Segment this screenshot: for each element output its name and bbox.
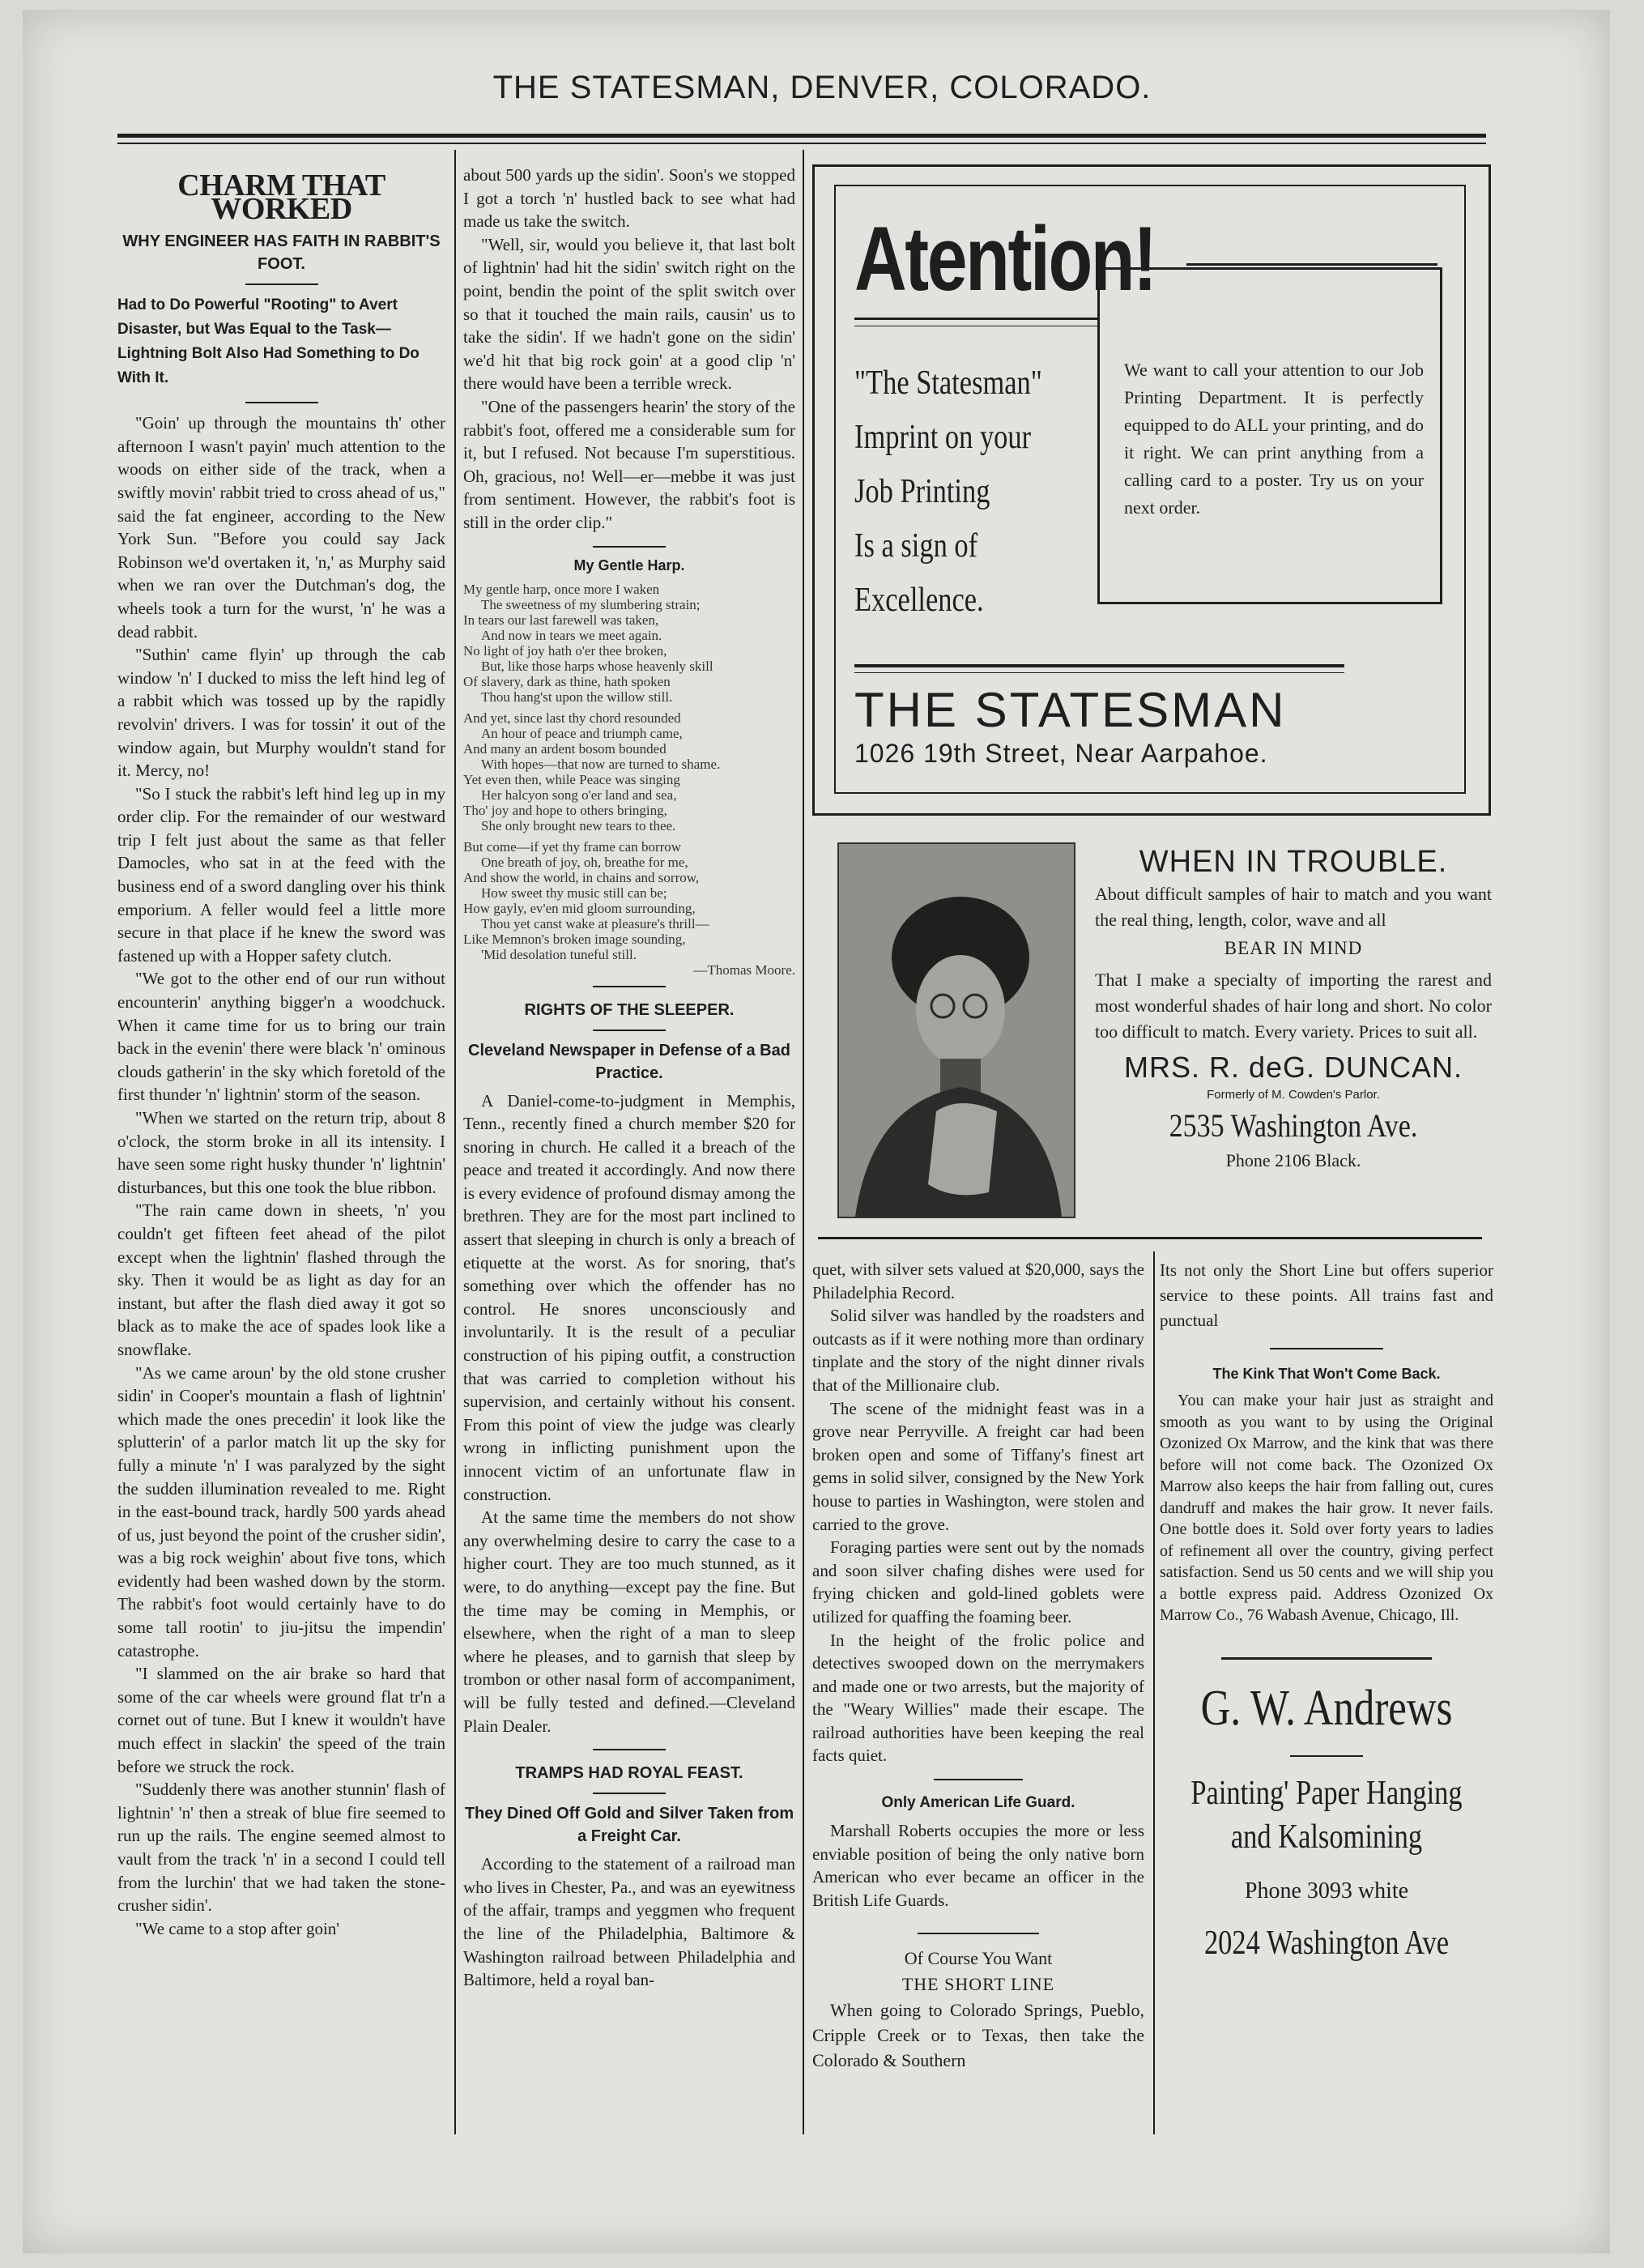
paragraph: "So I stuck the rabbit's left hind leg up in my order clip. For the remainder of our westward trip I felt just about the same as that feller Damocles, who sat in at the feed with the business end of a sword dangling over his think emporium. A feller would feel a little more secure in that place if he knew the sword was fastened up with a Hopper safety clutch. bbox=[117, 783, 445, 966]
paragraph: "Goin' up through the mountains th' other afternoon I wasn't payin' much attention to the woods on either side of the track, when a swiftly movin' rabbit tried to cross ahead of us," said the fat engineer, according to the New York Sun. "Before you could say Jack Robinson we'd overtaken it, 'n,' as Murphy said when we ran over the Dutchman's dog, the wheels took a turn for the wurst, 'n' he was a dead rabbit. bbox=[117, 413, 445, 642]
section-rule bbox=[818, 1237, 1482, 1239]
poem-line: She only brought new tears to thee. bbox=[481, 817, 676, 833]
portrait-figure bbox=[839, 844, 1074, 1217]
guard-body: Marshall Roberts occupies the more or less enviable position of being the only native born American who ever became an officer in the British Life Guards. bbox=[812, 1821, 1144, 1910]
duncan-formerly: Formerly of M. Cowden's Parlor. bbox=[1207, 1088, 1380, 1102]
short-line-text: When going to Colorado Springs, Pueblo, Cripple Creek or to Texas, then take the Colorado & Southern bbox=[812, 2000, 1144, 2071]
column-three bbox=[812, 1258, 1144, 2073]
divider bbox=[918, 1933, 1039, 1934]
divider bbox=[1290, 1755, 1363, 1757]
paragraph: A Daniel-come-to-judgment in Memphis, Tenn., recently fined a church member $20 for snoring in church. He called it a breach of the peace and treated it accordingly. And now there is every evidence of profound dismay among the brethren. They are for the most part inclined to assert that sleeping in church is only a breach of etiquette at the worst. As for snoring, that's something over which the offender has no control. He snores unconsciously and involuntarily. It is the result of a peculiar construction of his piping outfit, a construction that was carried to completion without his supervision, and certainly without his consent. From this point of view the judge was clearly wrong in inflicting punishment upon the innocent victim of an unfortunate flaw in construction. bbox=[463, 1090, 795, 1504]
sleeper-body bbox=[463, 1089, 795, 1738]
kink-body: You can make your hair just as straight and smooth as you want to by using the Original Ozonized Ox Marrow, and the kink that was there before will not come back. The Ozonized Ox Marrow also keeps the hair from falling out, cures dandruff and makes the hair grow. It never fails. One bottle does it. Sold over forty years to ladies of refinement all over the country, giving perfect satisfaction. Send us 50 cents and we will ship you a bottle express paid. Address Ozonized Ox Marrow Co., 76 Wabash Avenue, Chicago, Ill. bbox=[1160, 1392, 1493, 1624]
divider bbox=[593, 1030, 666, 1031]
paragraph: "Well, sir, would you believe it, that last bolt of lightnin' had hit the sidin' switch right on the point, bendin the point of the split switch over so that it touched the main rails, causin' us to take the sidin'. If we hadn't gone on the sidin' we'd hit that big rock goin' at a good clip 'n' there would have been a terrible wreck. bbox=[463, 234, 795, 394]
masthead: THE STATESMAN, DENVER, COLORADO. bbox=[492, 70, 1152, 105]
sleeper-headline: RIGHTS OF THE SLEEPER. bbox=[524, 1000, 735, 1019]
masthead-rule-thin bbox=[117, 143, 1486, 144]
ad-statesman-address: 1026 19th Street, Near Aarpahoe. bbox=[854, 739, 1268, 768]
title-rule bbox=[854, 318, 1097, 320]
paragraph: Foraging parties were sent out by the nomads and soon silver chafing dishes were used for frying chicken and gold-lined goblets were utilized for quaffing the foaming beer. bbox=[812, 1537, 1144, 1626]
article-charm-that-worked bbox=[117, 166, 445, 1940]
andrews-service: Painting' Paper Hanging and Kalsomining bbox=[1190, 1774, 1463, 1856]
column-divider bbox=[1153, 1251, 1155, 2134]
poem-line: Tho' joy and hope to others bringing, bbox=[463, 802, 667, 818]
ad-statesman-name: THE STATESMAN bbox=[854, 683, 1287, 737]
column-divider bbox=[454, 150, 456, 2134]
masthead-rule bbox=[117, 134, 1486, 138]
paragraph: "I slammed on the air brake so hard that some of the car wheels were ground flat tr'n a cornet out of tune. But I knew it wouldn't have much effect in slackin' the speed of the train before we struck the rock. bbox=[117, 1664, 445, 1776]
poem-line: And now in tears we meet again. bbox=[481, 627, 662, 643]
paragraph: "Suthin' came flyin' up through the cab window 'n' I ducked to miss the left hind leg of a rabbit which was tossed up by the rapidly revolvin' drivers. I was for tossin' it out of the window again, but Murphy wouldn't stand for it. Mercy, no! bbox=[117, 645, 445, 781]
poem-line: Yet even then, while Peace was singing bbox=[463, 771, 680, 787]
paragraph: In the height of the frolic police and detectives swooped down on the merrymakers and made one or two arrests, but the majority of the "Weary Willies" made their escape. The railroad authorities have been keeping the real facts quiet. bbox=[812, 1630, 1144, 1766]
portrait-photo bbox=[837, 842, 1075, 1218]
duncan-text1: About difficult samples of hair to match and you want the real thing, length, color, wave and all bbox=[1095, 884, 1492, 930]
poem-line: And yet, since last thy chord resounded bbox=[463, 710, 681, 726]
poem-line: No light of joy hath o'er thee broken, bbox=[463, 642, 667, 659]
divider bbox=[593, 546, 666, 548]
tramps-headline: TRAMPS HAD ROYAL FEAST. bbox=[515, 1764, 743, 1783]
column-divider bbox=[803, 150, 804, 2134]
duncan-ad bbox=[1095, 842, 1492, 1173]
duncan-bear: BEAR IN MIND bbox=[1224, 938, 1363, 958]
paragraph: about 500 yards up the sidin'. Soon's we stopped I got a torch 'n' hustled back to see what had made us take the switch. bbox=[463, 165, 795, 232]
paragraph: "We got to the other end of our run without encounterin' anything bigger'n a woodchuck. When it came time for us to bring our train back in the evenin' there were black 'n' ominous clouds gatherin' in the sky which foretold of the first thunder 'n' lightnin' storm of the season. bbox=[117, 969, 445, 1105]
poem-line: The sweetness of my slumbering strain; bbox=[481, 596, 701, 612]
paragraph: "Suddenly there was another stunnin' flash of lightnin' 'n' then a streak of blue fire seemed to run up the rails. The engine seemed almost to vault from the track 'n' in a second I could tell from the lurchin' that we had taken the stone-crusher sidin'. bbox=[117, 1780, 445, 1916]
poem-line: Like Memnon's broken image sounding, bbox=[463, 931, 686, 947]
poem-line: But come—if yet thy frame can borrow bbox=[463, 838, 682, 855]
sleeper-deck: Cleveland Newspaper in Defense of a Bad Practice. bbox=[468, 1041, 790, 1082]
poem-line: 'Mid desolation tuneful still. bbox=[481, 946, 637, 962]
subhead: WHY ENGINEER HAS FAITH IN RABBIT'S FOOT. bbox=[122, 232, 441, 274]
column-four bbox=[1160, 1258, 1493, 1967]
poem-line: An hour of peace and triumph came, bbox=[481, 725, 683, 741]
divider bbox=[1270, 1348, 1383, 1349]
divider bbox=[593, 1749, 666, 1750]
ad-left-line: Job Printing bbox=[854, 473, 990, 510]
duncan-address: 2535 Washington Ave. bbox=[1169, 1107, 1418, 1144]
paragraph: quet, with silver sets valued at $20,000, says the Philadelphia Record. bbox=[812, 1260, 1144, 1302]
ad-right-text: We want to call your attention to our Job Printing Department. It is perfectly equipped to do ALL your printing, and do it right. We can print anything from a calling card to a poster. Try us on your next order. bbox=[1124, 360, 1424, 518]
article-body bbox=[117, 411, 445, 1940]
poem-line: One breath of joy, oh, breathe for me, bbox=[481, 854, 688, 870]
poem-line: And many an ardent bosom bounded bbox=[463, 740, 667, 757]
column-two bbox=[463, 164, 795, 1992]
divider bbox=[245, 284, 318, 285]
short-line-1: Of Course You Want bbox=[904, 1948, 1053, 1969]
ad-left-lines bbox=[854, 356, 1054, 628]
ad-left-line: Excellence. bbox=[854, 582, 984, 619]
poem-line: How sweet thy music still can be; bbox=[481, 885, 667, 901]
paragraph: "One of the passengers hearin' the story of the rabbit's foot, offered me a considerable sum for it, but I refused. Not because I'm superstitious. Oh, gracious, no! Well—er—mebbe it was just from sentiment. However, the rabbit's foot is still in the order clip." bbox=[463, 396, 795, 532]
short-line-continued: Its not only the Short Line but offers superior service to these points. All trains fast and punctual bbox=[1160, 1260, 1493, 1330]
duncan-heading: WHEN IN TROUBLE. bbox=[1139, 845, 1448, 879]
duncan-phone: Phone 2106 Black. bbox=[1225, 1150, 1361, 1170]
short-line-2: THE SHORT LINE bbox=[901, 1974, 1055, 1995]
paragraph: "As we came aroun' by the old stone crusher sidin' in Cooper's mountain a flash of lightnin' which made the ones precedin' it look like the splutterin' of a parlor match lit up the sky for fully a minute 'n' I was paralyzed by the sight the sudden illumination revealed to me. Right in the east-bound track, hardly 500 yards ahead of us, just beyond the point of the crusher sidin', was a big rock weighin' about five tons, which evidently had been washed down by the storm. The rabbit's foot would certainly have to do some tall rootin' to jiu-jitsu the impendin' catastrophe. bbox=[117, 1362, 445, 1660]
divider bbox=[1221, 1657, 1432, 1660]
ad-left-line: "The Statesman" bbox=[854, 364, 1042, 402]
divider bbox=[593, 986, 666, 987]
divider bbox=[245, 402, 318, 403]
paragraph: Solid silver was handled by the roadsters and outcasts as if it were nothing more than ordinary tinplate and the story of the night dinner rivals that of the Millionaire club. bbox=[812, 1306, 1144, 1395]
poem-title: My Gentle Harp. bbox=[573, 556, 685, 573]
name-rule bbox=[854, 672, 1344, 673]
poem-line: Her halcyon song o'er land and sea, bbox=[481, 787, 677, 803]
title-rule bbox=[1186, 263, 1437, 266]
poem-line: Thou hang'st upon the willow still. bbox=[481, 688, 673, 705]
poem-line: Of slavery, dark as thine, hath spoken bbox=[463, 673, 671, 689]
divider bbox=[593, 1793, 666, 1794]
poem-line: With hopes—that now are turned to shame. bbox=[481, 756, 721, 772]
duncan-text2: That I make a specialty of importing the rarest and most wonderful shades of hair long and short. No color too difficult to match. Every variety. Prices to suit all. bbox=[1095, 970, 1492, 1042]
ad-left-line: Imprint on your bbox=[854, 419, 1032, 456]
ad-attention-title: Atention! bbox=[854, 208, 1156, 309]
paragraph: The scene of the midnight feast was in a grove near Perryville. A freight car had been broken open and some of Tiffany's finest art gems in solid silver, consigned by the New York house to parties in Washington, were stolen and carried to the grove. bbox=[812, 1398, 1144, 1534]
andrews-phone: Phone 3093 white bbox=[1244, 1878, 1409, 1904]
andrews-address: 2024 Washington Ave bbox=[1203, 1924, 1450, 1962]
ad-left-line: Is a sign of bbox=[854, 527, 978, 565]
tramps-continued bbox=[812, 1258, 1144, 1767]
poem-line: —Thomas Moore. bbox=[693, 961, 795, 978]
poem bbox=[463, 582, 795, 978]
poem-line: In tears our last farewell was taken, bbox=[463, 612, 659, 628]
poem-line: My gentle harp, once more I waken bbox=[463, 581, 660, 597]
article-continuation bbox=[463, 164, 795, 535]
deck: Had to Do Powerful "Rooting" to Avert Disaster, but Was Equal to the Task—Lightning Bolt Also Had Something to Do With It. bbox=[117, 296, 420, 387]
tramps-deck: They Dined Off Gold and Silver Taken from a Freight Car. bbox=[464, 1805, 794, 1846]
guard-headline: Only American Life Guard. bbox=[881, 1794, 1075, 1812]
divider bbox=[934, 1779, 1023, 1780]
poem-line: Thou yet canst wake at pleasure's thrill— bbox=[481, 915, 709, 932]
poem-line: How gayly, ev'en mid gloom surrounding, bbox=[463, 900, 696, 916]
paragraph: At the same time the members do not show any overwhelming desire to carry the case to a higher court. They are too much stunned, as it were, to do anything—except pay the fine. But the time may be coming in Memphis, or elsewhere, when the right of a man to sleep where he pleases, and to garnish that sleep by trombon or other nasal form of accompaniment, will be fully tested and defined.—Cleveland Plain Dealer. bbox=[463, 1507, 795, 1736]
paragraph: "We came to a stop after goin' bbox=[135, 1918, 340, 1938]
paragraph: "The rain came down in sheets, 'n' you couldn't get fifteen feet ahead of the pilot except when the lightnin' flashed through the sky. Then it would be as light as day for an instant, but after the flash died away it got so black as to make the ace of spades look like a snowflake. bbox=[117, 1200, 445, 1359]
paragraph: "When we started on the return trip, about 8 o'clock, the storm broke in all its intensity. I have seen some right husky thunder 'n' lightnin' disturbances, but this one took the blue ribbon. bbox=[117, 1108, 445, 1197]
poem-line: And show the world, in chains and sorrow, bbox=[463, 869, 700, 885]
headline: CHARM THAT WORKED bbox=[177, 168, 385, 226]
poem-line: But, like those harps whose heavenly skill bbox=[481, 658, 713, 674]
duncan-name: MRS. R. deG. DUNCAN. bbox=[1123, 1051, 1463, 1084]
name-rule bbox=[854, 664, 1344, 667]
tramps-body: According to the statement of a railroad man who lives in Chester, Pa., and was an eyewitness of the affair, tramps and yeggmen who frequent the line of the Philadelphia, Baltimore & Washington railroad between Philadelphia and Baltimore, held a royal ban- bbox=[463, 1854, 795, 1990]
kink-headline: The Kink That Won't Come Back. bbox=[1212, 1366, 1441, 1382]
andrews-name: G. W. Andrews bbox=[1200, 1680, 1453, 1736]
